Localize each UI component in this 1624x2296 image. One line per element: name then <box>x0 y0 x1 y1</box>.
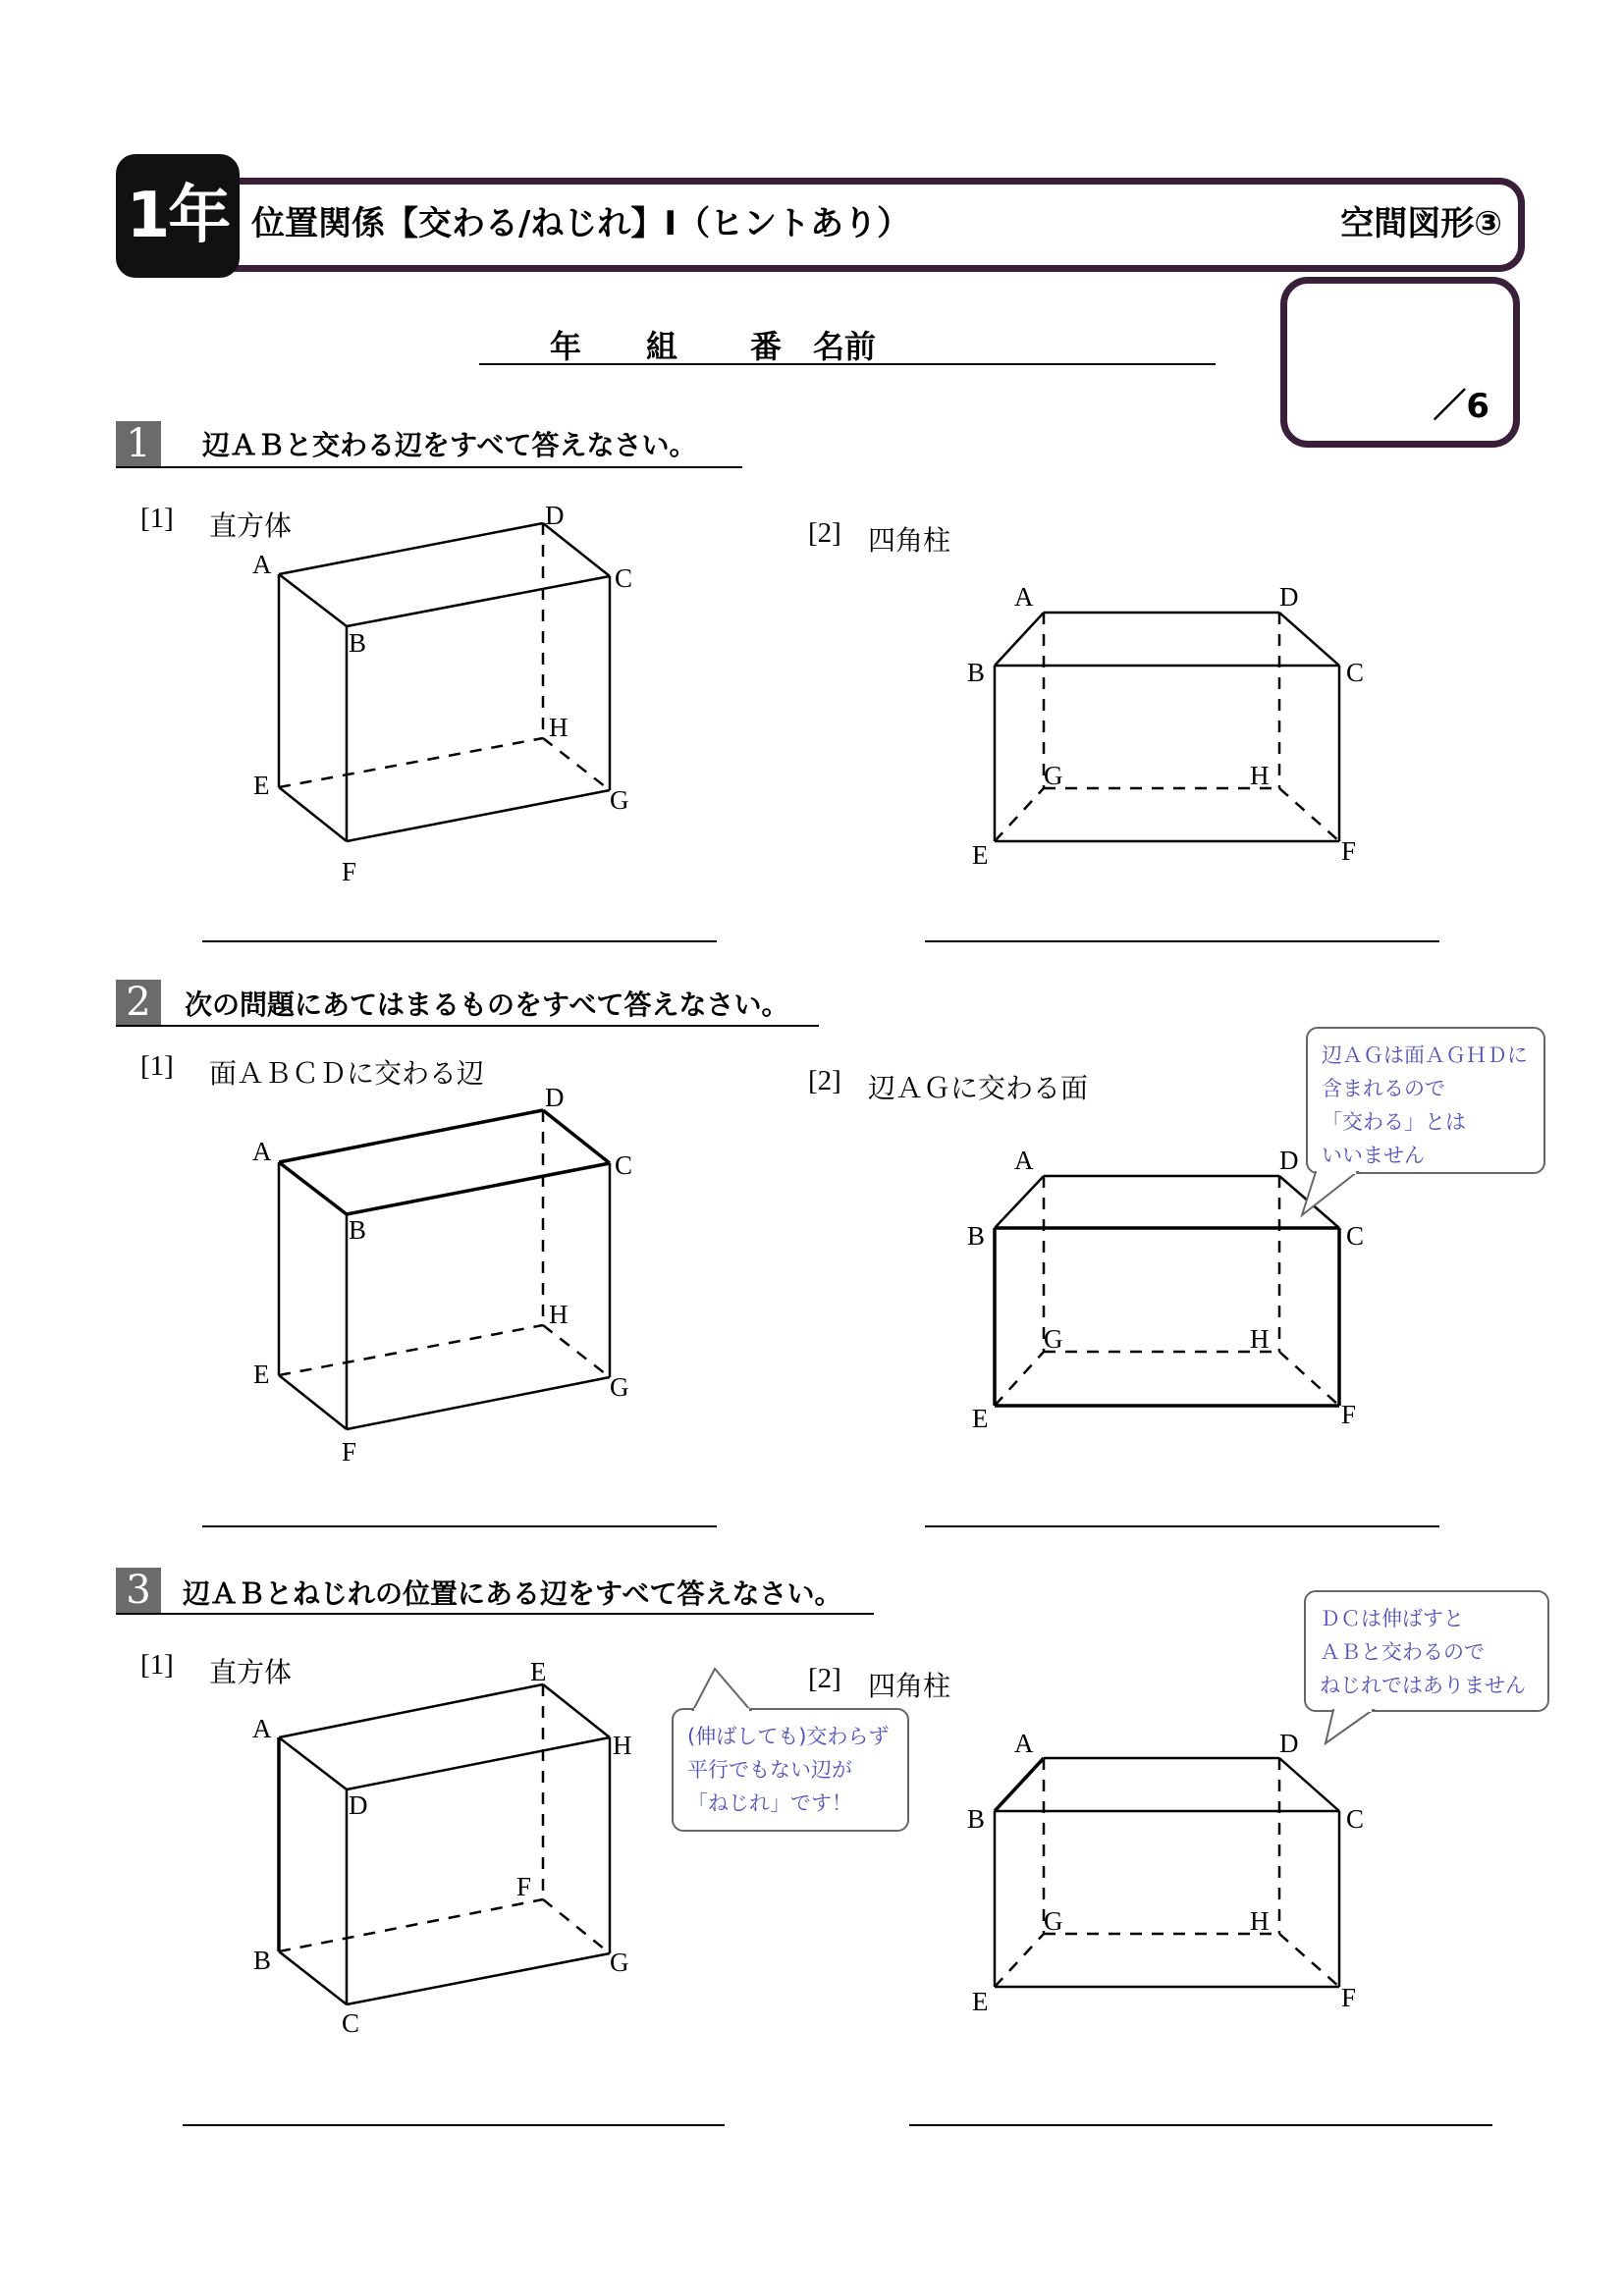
answer-line-3-1[interactable] <box>183 2124 725 2126</box>
vertex-label: C <box>1346 1221 1365 1251</box>
answer-line-1-1[interactable] <box>202 940 717 942</box>
worksheet-title: 位置関係【交わる/ねじれ】Ⅰ（ヒントあり） <box>251 204 911 243</box>
vertex-label: G <box>610 785 629 815</box>
vertex-label: G <box>1044 1906 1063 1936</box>
vertex-label: F <box>1341 1400 1357 1429</box>
vertex-label: H <box>1250 1906 1270 1936</box>
edge-HF-hidden <box>1279 788 1339 841</box>
edge-FG-hidden <box>543 1899 610 1953</box>
vertex-label: C <box>615 1150 633 1180</box>
section-3-title: 辺ＡＢとねじれの位置にある辺をすべて答えなさい。 <box>183 1577 842 1610</box>
q1-2-label: 四角柱 <box>868 524 951 557</box>
unit-label: 空間図形③ <box>1340 204 1502 243</box>
vertex-label: F <box>1341 836 1357 866</box>
edge-AB <box>279 574 347 626</box>
vertex-label: E <box>972 840 989 870</box>
vertex-label: C <box>615 563 633 593</box>
edge-BF-hidden <box>279 1899 543 1951</box>
name-label: 名前 <box>813 328 877 365</box>
section-1-title: 辺ＡＢと交わる辺をすべて答えなさい。 <box>202 429 697 461</box>
vertex-label: E <box>253 1360 270 1389</box>
edge-AD <box>279 523 543 574</box>
section-1-underline <box>116 466 742 468</box>
vertex-label: D <box>349 1790 368 1820</box>
section-2-underline <box>116 1025 819 1027</box>
vertex-label: G <box>610 1948 629 1977</box>
answer-line-2-2[interactable] <box>925 1525 1439 1527</box>
vertex-label: G <box>1044 761 1063 790</box>
edge-AE <box>279 1684 543 1737</box>
vertex-label: B <box>349 1215 367 1245</box>
vertex-label: C <box>342 2008 360 2038</box>
q2-2-number: [2] <box>808 1065 841 1096</box>
hint-bubble-section-3-right: ＤＣは伸ばすと ＡＢと交わるので ねじれではありません <box>1304 1590 1549 1712</box>
vertex-label: D <box>1279 1146 1299 1175</box>
section-2-number: 2 <box>116 980 161 1025</box>
vertex-label: G <box>1044 1324 1063 1354</box>
edge-EH-hidden <box>279 1325 543 1375</box>
vertex-label: A <box>1014 582 1034 612</box>
answer-line-1-2[interactable] <box>925 940 1439 942</box>
vertex-label: F <box>1341 1983 1357 2012</box>
edge-DC <box>543 1110 610 1163</box>
edge-DH <box>347 1737 610 1789</box>
hint-bubble-section-3-right-tail <box>0 0 1 1</box>
edge-HG-hidden <box>543 738 610 790</box>
vertex-label: H <box>1250 761 1270 790</box>
vertex-label: F <box>342 857 357 886</box>
edge-EH-hidden <box>279 738 543 787</box>
vertex-label: E <box>253 771 270 800</box>
vertex-label: E <box>530 1657 547 1686</box>
q3-2-number: [2] <box>808 1663 841 1694</box>
edge-EH <box>543 1684 610 1737</box>
answer-line-3-2[interactable] <box>909 2124 1492 2126</box>
q3-1-label: 直方体 <box>209 1656 293 1688</box>
score-total: ／6 <box>1433 387 1489 426</box>
vertex-label: D <box>1279 582 1299 612</box>
section-3-underline <box>116 1613 874 1615</box>
section-1-number: 1 <box>116 421 161 466</box>
edge-BA <box>995 613 1044 666</box>
q2-1-number: [1] <box>140 1050 174 1082</box>
vertex-label: A <box>252 1137 272 1166</box>
edge-HF-hidden <box>1279 1934 1339 1987</box>
edge-AD <box>279 1737 347 1789</box>
vertex-label: F <box>342 1437 357 1467</box>
edge-EF <box>279 1375 347 1429</box>
vertex-label: A <box>1014 1146 1034 1175</box>
vertex-label: B <box>967 1804 986 1834</box>
edge-EG-hidden <box>995 1352 1044 1406</box>
vertex-label: B <box>967 658 986 687</box>
edge-EF <box>279 787 347 841</box>
edge-FG <box>347 1377 610 1429</box>
vertex-label: D <box>545 1083 565 1112</box>
vertex-label: D <box>545 501 565 530</box>
answer-line-2-1[interactable] <box>202 1525 717 1527</box>
vertex-label: H <box>613 1731 632 1760</box>
grade-badge: 1年 <box>116 154 240 278</box>
vertex-label: B <box>349 628 367 658</box>
q1-1-label: 直方体 <box>209 509 293 542</box>
edge-CG <box>347 1953 610 2004</box>
hint-bubble-section-3-left: (伸ばしても)交わらず 平行でもない辺が 「ねじれ」です！ <box>672 1708 909 1832</box>
vertex-label: C <box>1346 658 1365 687</box>
vertex-label: H <box>1250 1324 1270 1354</box>
class-label: 組 <box>646 328 678 365</box>
edge-DC <box>1279 613 1339 666</box>
vertex-label: B <box>253 1946 272 1975</box>
vertex-label: C <box>1346 1804 1365 1834</box>
score-box <box>1280 277 1520 448</box>
edge-AB <box>279 1162 347 1214</box>
section-2-title: 次の問題にあてはまるものをすべて答えなさい。 <box>185 988 789 1021</box>
hint-bubble-section-2: 辺ＡＧは面ＡＧＨＤに 含まれるので 「交わる」とは いいません <box>1306 1027 1545 1174</box>
vertex-label: A <box>252 550 272 579</box>
edge-BC <box>347 1163 610 1214</box>
edge-BC <box>279 1951 347 2004</box>
edge-BA <box>995 1758 1044 1811</box>
year-label: 年 <box>550 328 582 365</box>
edge-BC <box>347 576 610 626</box>
edge-DC <box>1279 1758 1339 1811</box>
q3-1-number: [1] <box>140 1649 174 1681</box>
edge-EG-hidden <box>995 788 1044 841</box>
vertex-label: B <box>967 1221 986 1251</box>
edge-AD <box>279 1110 543 1162</box>
edge-BA <box>995 1176 1044 1228</box>
section-3-number: 3 <box>116 1568 161 1613</box>
vertex-label: G <box>610 1372 629 1402</box>
name-field[interactable] <box>479 320 1216 365</box>
q3-2-label: 四角柱 <box>868 1670 951 1702</box>
vertex-label: A <box>1014 1729 1034 1758</box>
vertex-label: D <box>1279 1729 1299 1758</box>
vertex-label: E <box>972 1987 989 2016</box>
q2-2-label: 辺ＡＧに交わる面 <box>868 1072 1089 1104</box>
q1-1-number: [1] <box>140 503 174 534</box>
number-label: 番 <box>750 328 783 365</box>
edge-DC <box>543 523 610 576</box>
edge-EG-hidden <box>995 1934 1044 1987</box>
edge-FG <box>347 790 610 841</box>
q1-2-number: [2] <box>808 517 841 549</box>
vertex-label: F <box>516 1872 532 1901</box>
q2-1-label: 面ＡＢＣＤに交わる辺 <box>209 1057 485 1090</box>
vertex-label: A <box>252 1714 272 1743</box>
vertex-label: H <box>549 1300 568 1329</box>
edge-HF-hidden <box>1279 1352 1339 1406</box>
edge-HG-hidden <box>543 1325 610 1377</box>
vertex-label: E <box>972 1404 989 1433</box>
vertex-label: H <box>549 713 568 742</box>
